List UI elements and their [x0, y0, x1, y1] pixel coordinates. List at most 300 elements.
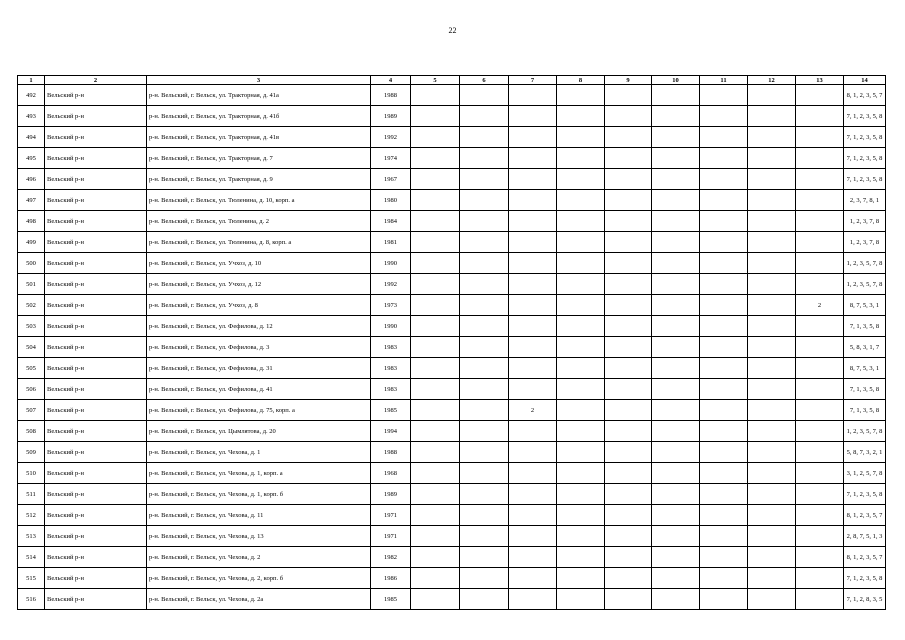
col13-cell: [796, 211, 844, 232]
district-cell: Вельский р-н: [45, 421, 147, 442]
col6-cell: [460, 253, 509, 274]
year-cell: 1974: [371, 148, 411, 169]
col12-cell: [748, 148, 796, 169]
col12-cell: [748, 484, 796, 505]
col8-cell: [557, 358, 605, 379]
address-cell: р-н. Вельский, г. Вельск, ул. Тракторная, д. 9: [147, 169, 371, 190]
district-cell: Вельский р-н: [45, 148, 147, 169]
district-cell: Вельский р-н: [45, 337, 147, 358]
col6-cell: [460, 148, 509, 169]
codes-cell: 8, 1, 2, 3, 5, 7: [844, 505, 886, 526]
year-cell: 1980: [371, 190, 411, 211]
col10-cell: [652, 148, 700, 169]
col12-cell: [748, 253, 796, 274]
col9-cell: [605, 295, 652, 316]
col5-cell: [411, 190, 460, 211]
row-number-cell: 504: [18, 337, 45, 358]
col9-cell: [605, 337, 652, 358]
year-cell: 1967: [371, 169, 411, 190]
col7-cell: [509, 337, 557, 358]
col10-cell: [652, 232, 700, 253]
codes-cell: 7, 1, 2, 3, 5, 8: [844, 127, 886, 148]
col13-cell: [796, 169, 844, 190]
col8-cell: [557, 379, 605, 400]
col8-cell: [557, 148, 605, 169]
col7-cell: 2: [509, 400, 557, 421]
codes-cell: 7, 1, 2, 3, 5, 8: [844, 148, 886, 169]
year-cell: 1973: [371, 295, 411, 316]
col6-cell: [460, 190, 509, 211]
address-cell: р-н. Вельский, г. Вельск, ул. Чехова, д. 1: [147, 442, 371, 463]
codes-cell: 8, 7, 5, 3, 1: [844, 295, 886, 316]
row-number-cell: 502: [18, 295, 45, 316]
col11-cell: [700, 253, 748, 274]
district-cell: Вельский р-н: [45, 295, 147, 316]
address-cell: р-н. Вельский, г. Вельск, ул. Тракторная, д. 41б: [147, 106, 371, 127]
col5-cell: [411, 211, 460, 232]
col8-cell: [557, 253, 605, 274]
col11-cell: [700, 484, 748, 505]
codes-cell: 5, 8, 7, 3, 2, 1: [844, 442, 886, 463]
table-row: [18, 337, 886, 358]
col6-cell: [460, 211, 509, 232]
col13-cell: [796, 526, 844, 547]
district-cell: Вельский р-н: [45, 526, 147, 547]
col12-cell: [748, 568, 796, 589]
col11-cell: [700, 85, 748, 106]
col9-cell: [605, 400, 652, 421]
col7-cell: [509, 589, 557, 610]
col9-cell: [605, 127, 652, 148]
codes-cell: 8, 1, 2, 3, 5, 7: [844, 547, 886, 568]
col13-cell: [796, 568, 844, 589]
year-cell: 1986: [371, 568, 411, 589]
column-header: 9: [605, 76, 652, 85]
column-header: 8: [557, 76, 605, 85]
district-cell: Вельский р-н: [45, 274, 147, 295]
codes-cell: 1, 2, 3, 7, 8: [844, 232, 886, 253]
col13-cell: [796, 106, 844, 127]
year-cell: 1992: [371, 127, 411, 148]
codes-cell: 7, 1, 2, 3, 5, 8: [844, 568, 886, 589]
codes-cell: 5, 8, 3, 1, 7: [844, 337, 886, 358]
col7-cell: [509, 274, 557, 295]
col13-cell: [796, 463, 844, 484]
year-cell: 1988: [371, 442, 411, 463]
codes-cell: 7, 1, 3, 5, 8: [844, 400, 886, 421]
table-body: [18, 85, 886, 610]
col9-cell: [605, 379, 652, 400]
address-cell: р-н. Вельский, г. Вельск, ул. Учхоз, д. 8: [147, 295, 371, 316]
col11-cell: [700, 568, 748, 589]
col10-cell: [652, 568, 700, 589]
col8-cell: [557, 484, 605, 505]
col11-cell: [700, 505, 748, 526]
col5-cell: [411, 85, 460, 106]
row-number-cell: 512: [18, 505, 45, 526]
col9-cell: [605, 589, 652, 610]
table-row: [18, 169, 886, 190]
codes-cell: 2, 3, 7, 8, 1: [844, 190, 886, 211]
year-cell: 1990: [371, 316, 411, 337]
col8-cell: [557, 442, 605, 463]
col9-cell: [605, 232, 652, 253]
col6-cell: [460, 442, 509, 463]
address-cell: р-н. Вельский, г. Вельск, ул. Тюленина, д. 10, корп. а: [147, 190, 371, 211]
table-row: [18, 211, 886, 232]
year-cell: 1985: [371, 400, 411, 421]
district-cell: Вельский р-н: [45, 463, 147, 484]
col5-cell: [411, 274, 460, 295]
row-number-cell: 495: [18, 148, 45, 169]
col5-cell: [411, 232, 460, 253]
district-cell: Вельский р-н: [45, 169, 147, 190]
year-cell: 1992: [371, 274, 411, 295]
col12-cell: [748, 379, 796, 400]
col7-cell: [509, 211, 557, 232]
col10-cell: [652, 106, 700, 127]
codes-cell: 2, 8, 7, 5, 1, 3: [844, 526, 886, 547]
district-cell: Вельский р-н: [45, 85, 147, 106]
col6-cell: [460, 85, 509, 106]
col12-cell: [748, 190, 796, 211]
district-cell: Вельский р-н: [45, 127, 147, 148]
col5-cell: [411, 148, 460, 169]
col9-cell: [605, 358, 652, 379]
address-cell: р-н. Вельский, г. Вельск, ул. Учхоз, д. 12: [147, 274, 371, 295]
table-row: [18, 400, 886, 421]
address-cell: р-н. Вельский, г. Вельск, ул. Учхоз, д. 10: [147, 253, 371, 274]
column-header: 11: [700, 76, 748, 85]
address-cell: р-н. Вельский, г. Вельск, ул. Тракторная, д. 7: [147, 148, 371, 169]
col6-cell: [460, 106, 509, 127]
col13-cell: [796, 400, 844, 421]
row-number-cell: 496: [18, 169, 45, 190]
year-cell: 1983: [371, 337, 411, 358]
col5-cell: [411, 421, 460, 442]
col8-cell: [557, 463, 605, 484]
address-cell: р-н. Вельский, г. Вельск, ул. Фефилова, д. 12: [147, 316, 371, 337]
row-number-cell: 511: [18, 484, 45, 505]
col9-cell: [605, 211, 652, 232]
col8-cell: [557, 421, 605, 442]
address-cell: р-н. Вельский, г. Вельск, ул. Чехова, д. 2а: [147, 589, 371, 610]
col13-cell: [796, 379, 844, 400]
district-cell: Вельский р-н: [45, 316, 147, 337]
year-cell: 1982: [371, 547, 411, 568]
col12-cell: [748, 400, 796, 421]
address-cell: р-н. Вельский, г. Вельск, ул. Чехова, д. 2: [147, 547, 371, 568]
col11-cell: [700, 442, 748, 463]
col11-cell: [700, 274, 748, 295]
col5-cell: [411, 400, 460, 421]
col8-cell: [557, 211, 605, 232]
col6-cell: [460, 316, 509, 337]
column-header: 4: [371, 76, 411, 85]
col9-cell: [605, 253, 652, 274]
row-number-cell: 510: [18, 463, 45, 484]
address-cell: р-н. Вельский, г. Вельск, ул. Фефилова, д. 75, корп. а: [147, 400, 371, 421]
col5-cell: [411, 526, 460, 547]
row-number-cell: 499: [18, 232, 45, 253]
col11-cell: [700, 421, 748, 442]
district-cell: Вельский р-н: [45, 484, 147, 505]
col6-cell: [460, 232, 509, 253]
year-cell: 1989: [371, 484, 411, 505]
col10-cell: [652, 463, 700, 484]
codes-cell: 1, 2, 3, 7, 8: [844, 211, 886, 232]
codes-cell: 8, 7, 5, 3, 1: [844, 358, 886, 379]
table-row: [18, 442, 886, 463]
address-cell: р-н. Вельский, г. Вельск, ул. Чехова, д. 1, корп. б: [147, 484, 371, 505]
col8-cell: [557, 295, 605, 316]
row-number-cell: 513: [18, 526, 45, 547]
district-cell: Вельский р-н: [45, 211, 147, 232]
col11-cell: [700, 400, 748, 421]
col13-cell: [796, 505, 844, 526]
row-number-cell: 497: [18, 190, 45, 211]
codes-cell: 8, 1, 2, 3, 5, 7: [844, 85, 886, 106]
col8-cell: [557, 274, 605, 295]
col6-cell: [460, 547, 509, 568]
row-number-cell: 494: [18, 127, 45, 148]
address-cell: р-н. Вельский, г. Вельск, ул. Фефилова, д. 41: [147, 379, 371, 400]
row-number-cell: 515: [18, 568, 45, 589]
col5-cell: [411, 253, 460, 274]
col8-cell: [557, 400, 605, 421]
col12-cell: [748, 127, 796, 148]
district-cell: Вельский р-н: [45, 379, 147, 400]
col8-cell: [557, 547, 605, 568]
col10-cell: [652, 358, 700, 379]
col12-cell: [748, 169, 796, 190]
codes-cell: 7, 1, 2, 3, 5, 8: [844, 106, 886, 127]
table-row: [18, 547, 886, 568]
col12-cell: [748, 295, 796, 316]
col7-cell: [509, 232, 557, 253]
table-row: [18, 463, 886, 484]
col10-cell: [652, 274, 700, 295]
col12-cell: [748, 547, 796, 568]
col9-cell: [605, 169, 652, 190]
table-row: [18, 127, 886, 148]
col10-cell: [652, 400, 700, 421]
col13-cell: [796, 484, 844, 505]
col8-cell: [557, 127, 605, 148]
col11-cell: [700, 379, 748, 400]
address-cell: р-н. Вельский, г. Вельск, ул. Фефилова, д. 3: [147, 337, 371, 358]
col11-cell: [700, 526, 748, 547]
col11-cell: [700, 295, 748, 316]
district-cell: Вельский р-н: [45, 589, 147, 610]
table-row: [18, 484, 886, 505]
col11-cell: [700, 232, 748, 253]
col6-cell: [460, 400, 509, 421]
row-number-cell: 507: [18, 400, 45, 421]
col8-cell: [557, 169, 605, 190]
col10-cell: [652, 484, 700, 505]
table-row: [18, 85, 886, 106]
codes-cell: 7, 1, 2, 3, 5, 8: [844, 169, 886, 190]
col11-cell: [700, 358, 748, 379]
col5-cell: [411, 463, 460, 484]
col5-cell: [411, 106, 460, 127]
col7-cell: [509, 253, 557, 274]
row-number-cell: 505: [18, 358, 45, 379]
col5-cell: [411, 169, 460, 190]
year-cell: 1989: [371, 106, 411, 127]
col13-cell: [796, 232, 844, 253]
col12-cell: [748, 316, 796, 337]
district-cell: Вельский р-н: [45, 232, 147, 253]
col10-cell: [652, 337, 700, 358]
col9-cell: [605, 85, 652, 106]
col6-cell: [460, 169, 509, 190]
col12-cell: [748, 358, 796, 379]
col5-cell: [411, 505, 460, 526]
col10-cell: [652, 589, 700, 610]
page-number: 22: [448, 26, 457, 35]
col6-cell: [460, 337, 509, 358]
table-row: [18, 526, 886, 547]
col6-cell: [460, 379, 509, 400]
col7-cell: [509, 148, 557, 169]
col9-cell: [605, 148, 652, 169]
address-cell: р-н. Вельский, г. Вельск, ул. Тюленина, д. 8, корп. а: [147, 232, 371, 253]
district-cell: Вельский р-н: [45, 106, 147, 127]
table-row: [18, 505, 886, 526]
col9-cell: [605, 442, 652, 463]
year-cell: 1994: [371, 421, 411, 442]
codes-cell: 1, 2, 3, 5, 7, 8: [844, 421, 886, 442]
col5-cell: [411, 442, 460, 463]
column-header: 12: [748, 76, 796, 85]
year-cell: 1971: [371, 526, 411, 547]
table-row: [18, 106, 886, 127]
col9-cell: [605, 526, 652, 547]
col12-cell: [748, 337, 796, 358]
col6-cell: [460, 568, 509, 589]
col13-cell: [796, 547, 844, 568]
codes-cell: 1, 2, 3, 5, 7, 8: [844, 253, 886, 274]
col10-cell: [652, 316, 700, 337]
address-cell: р-н. Вельский, г. Вельск, ул. Тюленина, д. 2: [147, 211, 371, 232]
col7-cell: [509, 442, 557, 463]
year-cell: 1968: [371, 463, 411, 484]
codes-cell: 7, 1, 3, 5, 8: [844, 379, 886, 400]
codes-cell: 7, 1, 2, 8, 3, 5: [844, 589, 886, 610]
table-row: [18, 421, 886, 442]
col5-cell: [411, 484, 460, 505]
col10-cell: [652, 169, 700, 190]
col10-cell: [652, 505, 700, 526]
district-cell: Вельский р-н: [45, 400, 147, 421]
col9-cell: [605, 421, 652, 442]
col6-cell: [460, 295, 509, 316]
col10-cell: [652, 442, 700, 463]
col8-cell: [557, 337, 605, 358]
col13-cell: [796, 127, 844, 148]
col6-cell: [460, 484, 509, 505]
col10-cell: [652, 295, 700, 316]
column-header: 2: [45, 76, 147, 85]
col8-cell: [557, 505, 605, 526]
codes-cell: 7, 1, 2, 3, 5, 8: [844, 484, 886, 505]
col12-cell: [748, 421, 796, 442]
district-cell: Вельский р-н: [45, 190, 147, 211]
col12-cell: [748, 505, 796, 526]
col13-cell: [796, 589, 844, 610]
year-cell: 1981: [371, 232, 411, 253]
col12-cell: [748, 589, 796, 610]
col7-cell: [509, 85, 557, 106]
table-row: [18, 253, 886, 274]
col7-cell: [509, 505, 557, 526]
col11-cell: [700, 106, 748, 127]
row-number-cell: 509: [18, 442, 45, 463]
col6-cell: [460, 505, 509, 526]
row-number-cell: 500: [18, 253, 45, 274]
col10-cell: [652, 127, 700, 148]
col7-cell: [509, 484, 557, 505]
address-cell: р-н. Вельский, г. Вельск, ул. Чехова, д. 11: [147, 505, 371, 526]
col5-cell: [411, 337, 460, 358]
col9-cell: [605, 547, 652, 568]
col7-cell: [509, 106, 557, 127]
table-row: [18, 589, 886, 610]
col5-cell: [411, 295, 460, 316]
col6-cell: [460, 463, 509, 484]
col7-cell: [509, 379, 557, 400]
address-cell: р-н. Вельский, г. Вельск, ул. Чехова, д. 13: [147, 526, 371, 547]
col5-cell: [411, 358, 460, 379]
col8-cell: [557, 526, 605, 547]
col11-cell: [700, 547, 748, 568]
col11-cell: [700, 211, 748, 232]
column-header: 13: [796, 76, 844, 85]
column-header: 7: [509, 76, 557, 85]
codes-cell: 1, 2, 3, 5, 7, 8: [844, 274, 886, 295]
col8-cell: [557, 316, 605, 337]
col13-cell: [796, 337, 844, 358]
col11-cell: [700, 148, 748, 169]
col10-cell: [652, 211, 700, 232]
col13-cell: [796, 358, 844, 379]
col5-cell: [411, 127, 460, 148]
col9-cell: [605, 568, 652, 589]
col11-cell: [700, 190, 748, 211]
col6-cell: [460, 526, 509, 547]
district-cell: Вельский р-н: [45, 253, 147, 274]
codes-cell: 7, 1, 3, 5, 8: [844, 316, 886, 337]
col13-cell: [796, 253, 844, 274]
year-cell: 1983: [371, 358, 411, 379]
table-row: [18, 316, 886, 337]
col6-cell: [460, 589, 509, 610]
table-row: [18, 295, 886, 316]
col8-cell: [557, 568, 605, 589]
col13-cell: [796, 442, 844, 463]
table-row: [18, 568, 886, 589]
col11-cell: [700, 589, 748, 610]
col9-cell: [605, 106, 652, 127]
row-number-cell: 506: [18, 379, 45, 400]
district-cell: Вельский р-н: [45, 358, 147, 379]
row-number-cell: 508: [18, 421, 45, 442]
col7-cell: [509, 316, 557, 337]
col5-cell: [411, 568, 460, 589]
col7-cell: [509, 547, 557, 568]
